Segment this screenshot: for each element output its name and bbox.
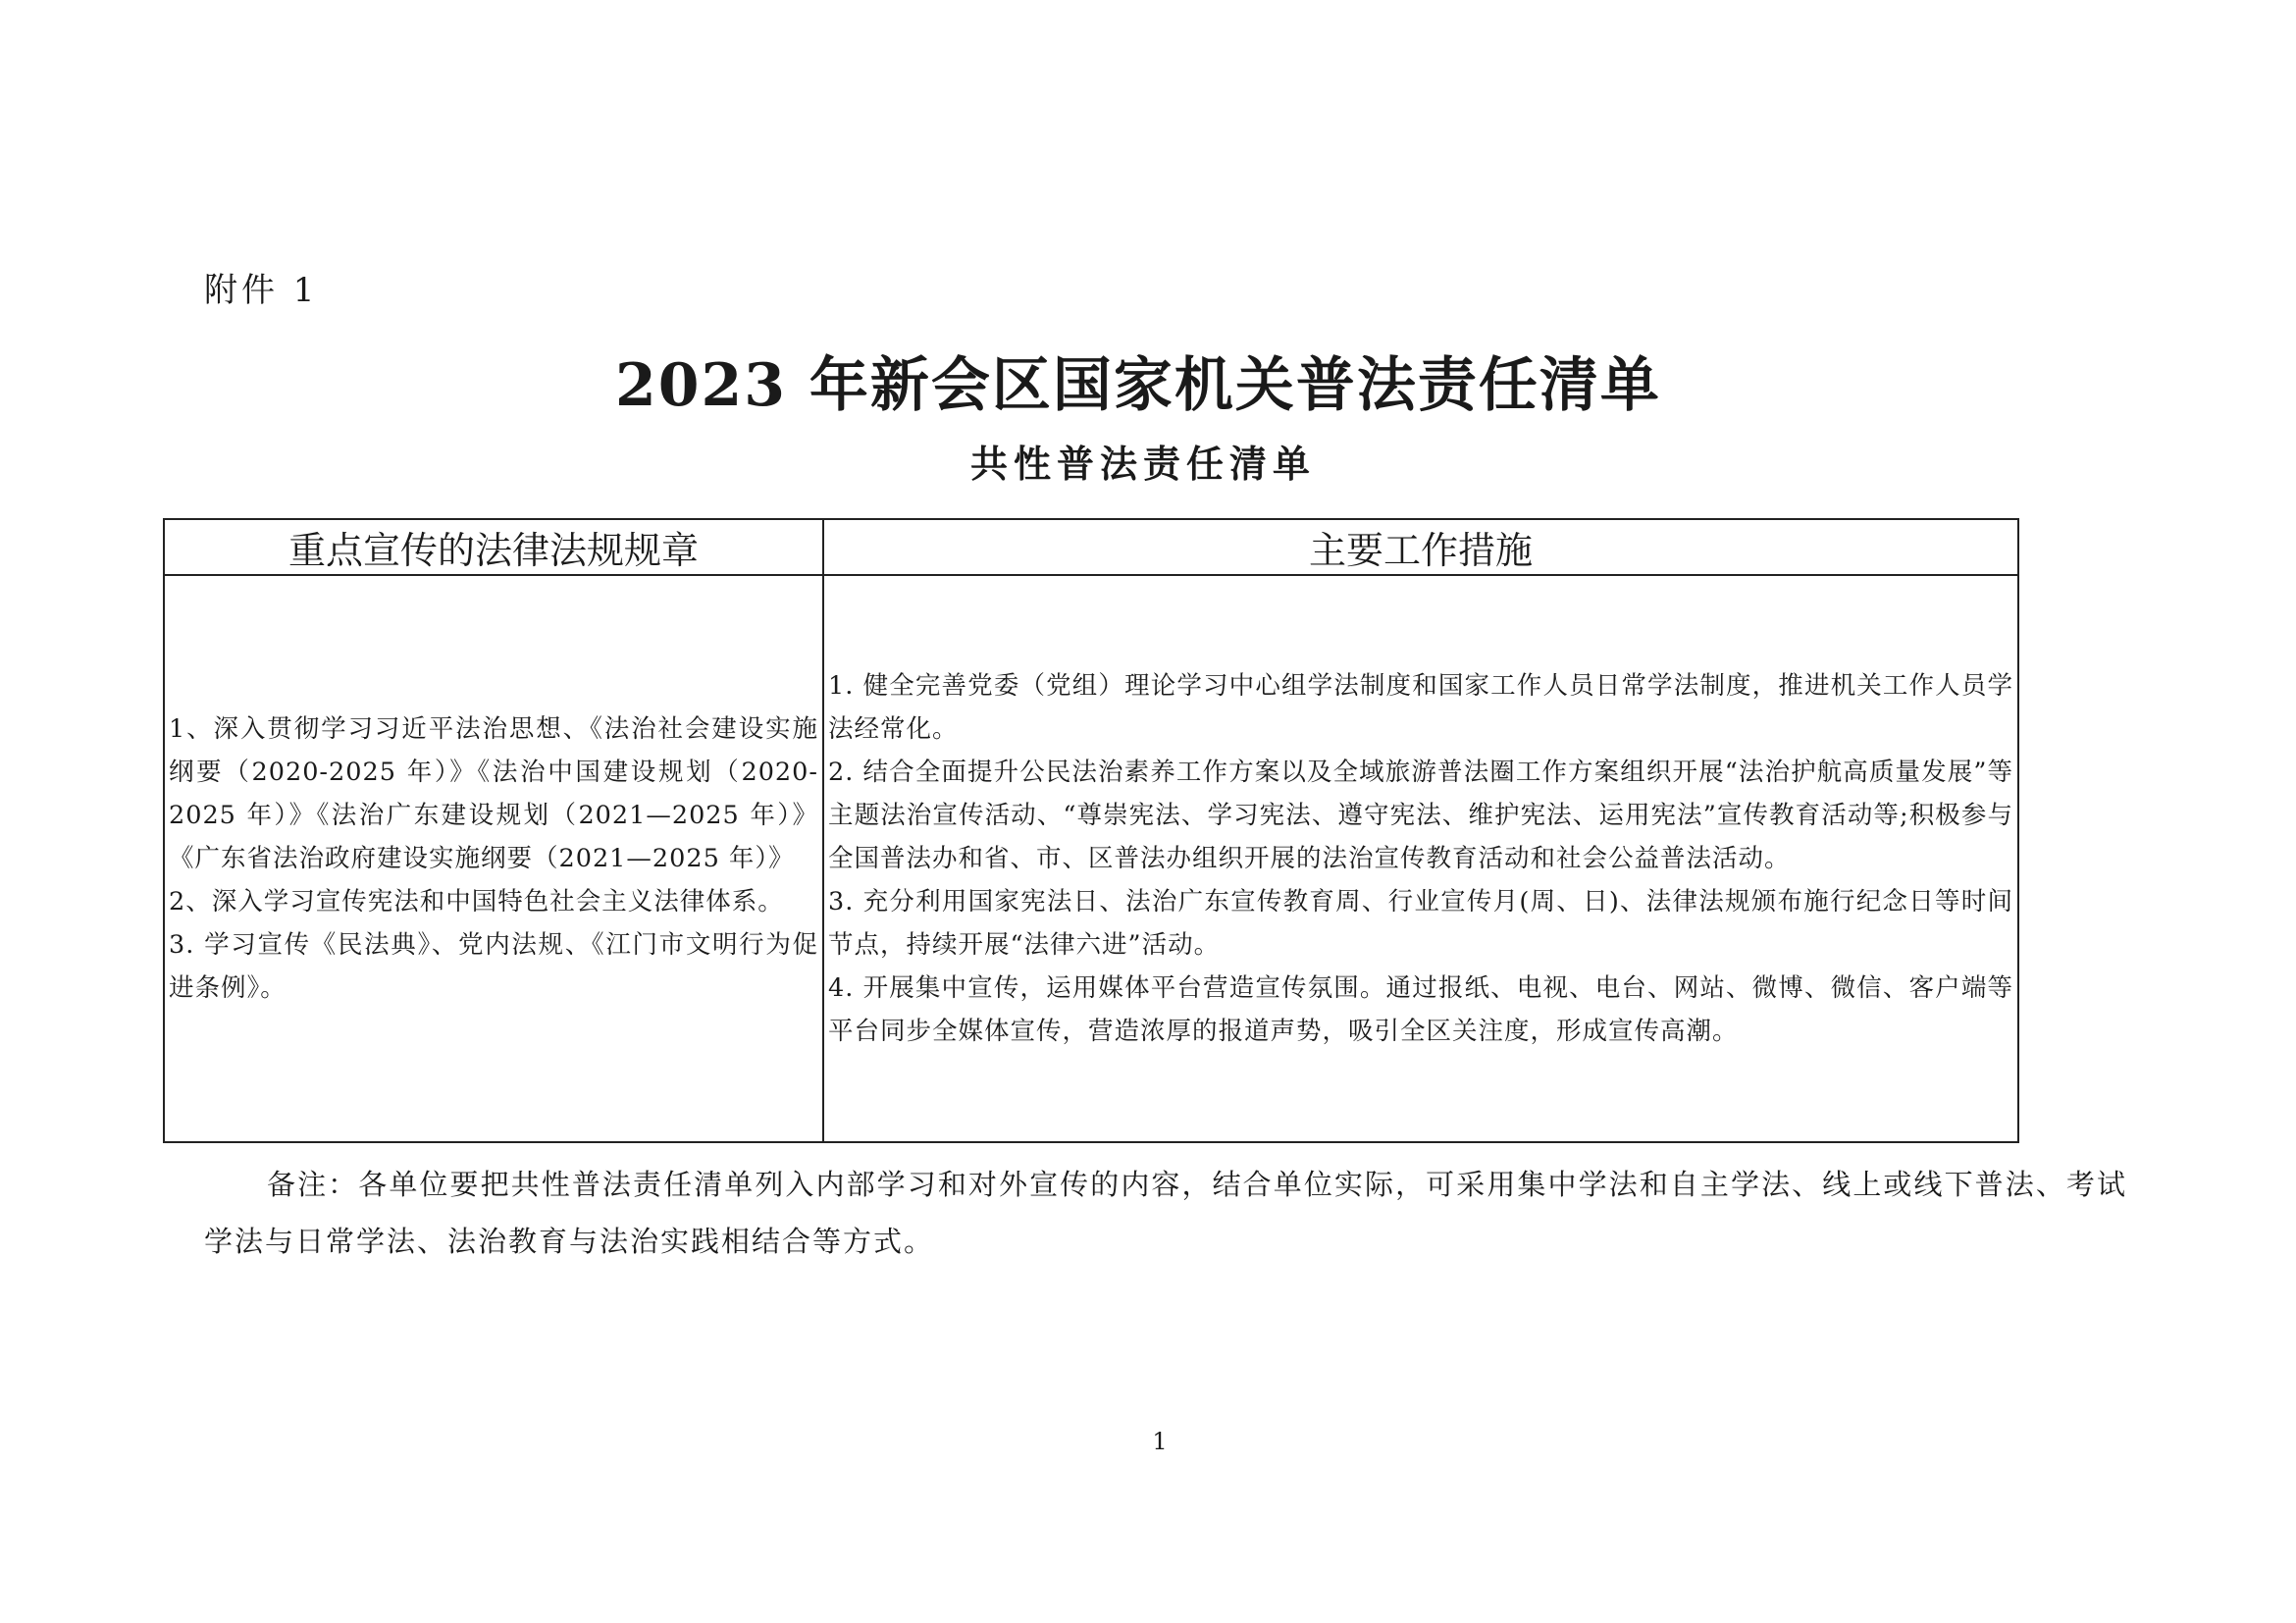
- measures-item: 4. 开展集中宣传，运用媒体平台营造宣传氛围。通过报纸、电视、电台、网站、微博、微信、客户端等平台同步全媒体宣传，营造浓厚的报道声势，吸引全区关注度，形成宣传高潮。: [828, 973, 2013, 1046]
- laws-item: 2、深入学习宣传宪法和中国特色社会主义法律体系。: [169, 887, 784, 916]
- table-header-row: [164, 519, 2018, 575]
- laws-cell: [164, 575, 823, 1142]
- measures-item: 3. 充分利用国家宪法日、法治广东宣传教育周、行业宣传月(周、日)、法律法规颁布施行纪念日等时间节点，持续开展“法律六进”活动。: [828, 887, 2013, 960]
- measures-item: 1. 健全完善党委（党组）理论学习中心组学法制度和国家工作人员日常学法制度，推进机关工作人员学法经常化。: [828, 671, 2013, 744]
- measures-item: 2. 结合全面提升公民法治素养工作方案以及全域旅游普法圈工作方案组织开展“法治护航高质量发展”等主题法治宣传活动、“尊崇宪法、学习宪法、遵守宪法、维护宪法、运用宪法”宣传教育活动等;积极参与全国普法办和省、市、区普法办组织开展的法治宣传教育活动和社会公益普法活动。: [828, 758, 2013, 873]
- table-row: [164, 575, 2018, 1142]
- responsibility-table: [163, 518, 2019, 1143]
- header-measures: 主要工作措施: [823, 519, 2018, 575]
- laws-item: 1、深入贯彻学习习近平法治思想、《法治社会建设实施纲要（2020-2025 年）》《法治中国建设规划（2020-2025 年）》《法治广东建设规划（2021—2025 年）》《广东省法治政府建设实施纲要（2021—2025 年）》: [169, 714, 818, 873]
- header-laws: 重点宣传的法律法规规章: [164, 519, 823, 575]
- measures-cell: [823, 575, 2018, 1142]
- attachment-label: 附件 1: [204, 271, 319, 310]
- page-number: 1: [1152, 1428, 1168, 1455]
- laws-item: 3. 学习宣传《民法典》、党内法规、《江门市文明行为促进条例》。: [169, 930, 818, 1003]
- page-subtitle: 共性普法责任清单: [969, 442, 1316, 486]
- remark-note: 备注：各单位要把共性普法责任清单列入内部学习和对外宣传的内容，结合单位实际，可采用集中学法和自主学法、线上或线下普法、考试学法与日常学法、法治教育与法治实践相结合等方式。: [204, 1168, 2127, 1258]
- page-title: 2023 年新会区国家机关普法责任清单: [615, 351, 1661, 420]
